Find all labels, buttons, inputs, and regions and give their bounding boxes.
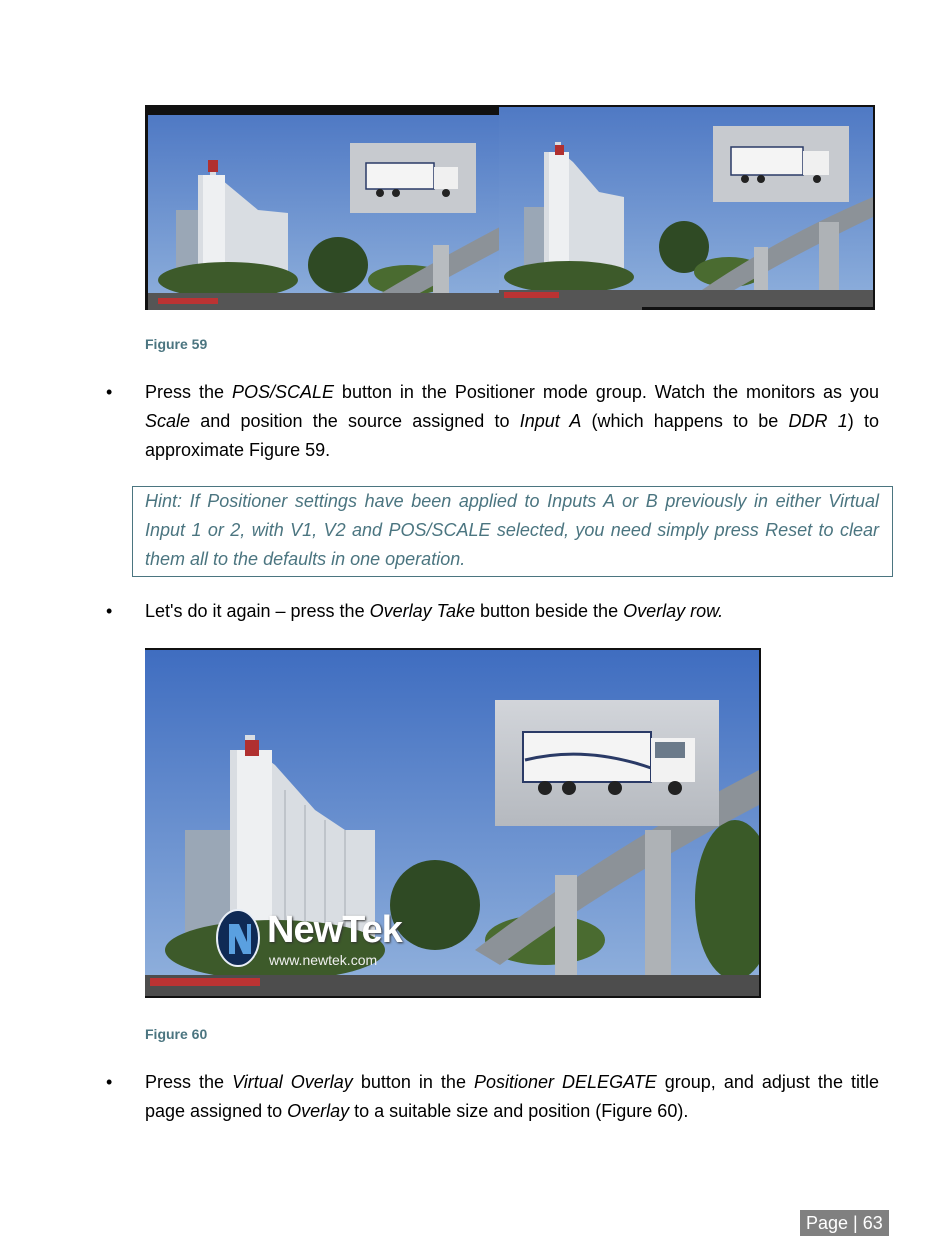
body-text: Press the (145, 1072, 233, 1092)
figure-60 (145, 648, 761, 998)
bullet-2-text (145, 597, 879, 626)
figure-60-caption: Figure 60 (145, 1026, 208, 1042)
bullet-3-text (145, 1068, 879, 1126)
emphasis-text: Virtual Overlay (232, 1072, 353, 1092)
body-text: (which happens to be (581, 411, 789, 431)
emphasis-text: Overlay row. (623, 601, 724, 621)
bullet-1-text (145, 378, 879, 465)
newtek-logo-icon (215, 908, 261, 968)
figure-59 (145, 105, 875, 310)
figure-59-caption: Figure 59 (145, 336, 208, 352)
emphasis-text: Scale (145, 411, 191, 431)
emphasis-text: Overlay (287, 1101, 350, 1121)
newtek-logo (215, 906, 445, 976)
bullet-dot: • (106, 601, 113, 621)
body-text: button in the Positioner mode group. Watch the monitors as you (333, 382, 879, 402)
newtek-logo-url: www.newtek.com (269, 952, 378, 968)
emphasis-text: Positioner DELEGATE (473, 1072, 657, 1092)
body-text: Press the (145, 382, 232, 402)
bullet-dot: • (106, 1072, 113, 1092)
hint-text: Hint: If Positioner settings have been applied to Inputs A or B previously in either Virtual Input 1 or 2, with V1, V2 and POS/SCALE selected, you need simply press Reset to clear them all to the defaults in one operation. (145, 491, 879, 569)
emphasis-text: POS/SCALE (231, 382, 334, 402)
body-text: group, and adjust the title page assigned to (145, 1072, 879, 1121)
bullet-dot: • (106, 382, 113, 402)
figure-59-right-monitor (499, 107, 873, 307)
body-text: ) to approximate Figure 59. (145, 411, 880, 460)
page-number: Page | 63 (800, 1210, 889, 1236)
newtek-logo-text: NewTek (267, 909, 402, 951)
body-text: button beside the (474, 601, 624, 621)
hint-box (132, 486, 893, 577)
body-text: button in the (352, 1072, 474, 1092)
emphasis-text: Overlay Take (369, 601, 475, 621)
emphasis-text: Input A (519, 411, 582, 431)
body-text: to a suitable size and position (Figure 60). (349, 1101, 689, 1121)
emphasis-text: DDR 1 (788, 411, 848, 431)
body-text: Let's do it again – press the (145, 601, 370, 621)
body-text: and position the source assigned to (190, 411, 520, 431)
